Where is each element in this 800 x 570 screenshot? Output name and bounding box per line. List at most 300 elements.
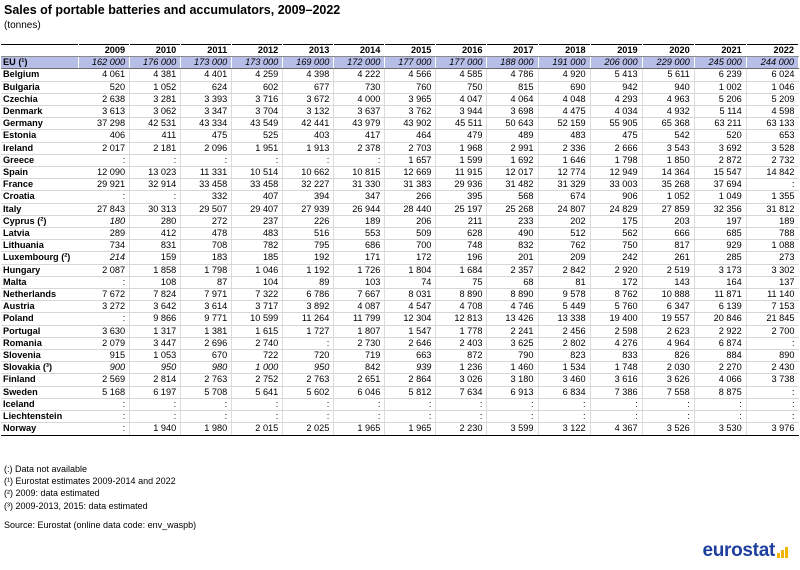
- table-cell: 13 426: [487, 313, 538, 325]
- table-unit: (tonnes): [4, 20, 41, 31]
- table-cell: 172: [590, 276, 642, 288]
- table-cell: 403: [283, 130, 334, 142]
- table-cell: 980: [181, 362, 232, 374]
- table-cell: 1 052: [642, 191, 694, 203]
- table-cell: 6 197: [130, 386, 181, 398]
- table-cell: 2 700: [746, 325, 798, 337]
- table-cell: 24 807: [538, 203, 590, 215]
- table-cell: 52 159: [538, 118, 590, 130]
- table-cell: 872: [436, 350, 487, 362]
- table-cell: :: [130, 191, 181, 203]
- table-cell: 762: [538, 240, 590, 252]
- table-cell: 143: [642, 276, 694, 288]
- table-cell: 1 858: [130, 264, 181, 276]
- table-cell: 29 936: [436, 179, 487, 191]
- table-cell: 4 047: [436, 93, 487, 105]
- table-cell: 2 814: [130, 374, 181, 386]
- table-cell: 5 206: [694, 93, 746, 105]
- table-cell: 8 762: [590, 289, 642, 301]
- table-cell: 2 403: [436, 337, 487, 349]
- table-cell: 10 815: [334, 167, 385, 179]
- row-label: Italy: [1, 203, 79, 215]
- table-cell: 137: [746, 276, 798, 288]
- table-row: [1, 154, 799, 166]
- table-cell: 65 368: [642, 118, 694, 130]
- table-cell: :: [79, 154, 130, 166]
- table-cell: 29 921: [79, 179, 130, 191]
- table-cell: 3 526: [642, 423, 694, 435]
- table-row: [1, 106, 799, 118]
- table-cell: 475: [181, 130, 232, 142]
- table-cell: 3 976: [746, 423, 798, 435]
- table-cell: 2 623: [642, 325, 694, 337]
- table-row: [1, 130, 799, 142]
- table-cell: 1 646: [538, 154, 590, 166]
- table-cell: 11 799: [334, 313, 385, 325]
- table-cell: 5 413: [590, 69, 642, 81]
- logo-text: eurostat: [702, 540, 775, 561]
- table-cell: 1 460: [487, 362, 538, 374]
- table-cell: 478: [181, 228, 232, 240]
- table-cell: 2 922: [694, 325, 746, 337]
- table-cell: :: [334, 398, 385, 410]
- table-cell: 3 716: [232, 93, 283, 105]
- table-cell: :: [746, 386, 798, 398]
- table-cell: 189: [746, 215, 798, 227]
- table-cell: 6 834: [538, 386, 590, 398]
- table-cell: 191 000: [538, 57, 590, 69]
- table-cell: 412: [130, 228, 181, 240]
- eurostat-logo: [702, 540, 788, 562]
- table-cell: 795: [283, 240, 334, 252]
- table-cell: 1 692: [487, 154, 538, 166]
- table-cell: 4 598: [746, 106, 798, 118]
- table-cell: 2 181: [130, 142, 181, 154]
- table-cell: 211: [436, 215, 487, 227]
- table-cell: 1 913: [283, 142, 334, 154]
- table-cell: :: [79, 423, 130, 435]
- table-cell: :: [283, 337, 334, 349]
- table-cell: 2 864: [385, 374, 436, 386]
- table-cell: 2 991: [487, 142, 538, 154]
- table-cell: 31 330: [334, 179, 385, 191]
- table-cell: :: [487, 411, 538, 423]
- table-cell: 3 717: [232, 301, 283, 313]
- row-label: Sweden: [1, 386, 79, 398]
- table-cell: 206: [385, 215, 436, 227]
- table-cell: 4 708: [436, 301, 487, 313]
- table-cell: :: [130, 154, 181, 166]
- table-cell: 7 558: [642, 386, 694, 398]
- table-cell: 1 317: [130, 325, 181, 337]
- table-cell: 3 614: [181, 301, 232, 313]
- table-cell: :: [694, 398, 746, 410]
- table-cell: :: [436, 411, 487, 423]
- table-cell: :: [181, 411, 232, 423]
- table-cell: :: [232, 154, 283, 166]
- table-cell: 289: [79, 228, 130, 240]
- table-cell: 11 871: [694, 289, 746, 301]
- table-cell: 479: [436, 130, 487, 142]
- table-cell: 464: [385, 130, 436, 142]
- table-cell: 285: [694, 252, 746, 264]
- table-cell: 2 336: [538, 142, 590, 154]
- table-cell: 245 000: [694, 57, 746, 69]
- column-header: 2019: [590, 45, 642, 57]
- table-cell: 7 824: [130, 289, 181, 301]
- table-cell: 4 381: [130, 69, 181, 81]
- table-cell: 175: [590, 215, 642, 227]
- table-cell: 2 079: [79, 337, 130, 349]
- table-cell: 201: [487, 252, 538, 264]
- row-label: Estonia: [1, 130, 79, 142]
- table-cell: 1 727: [283, 325, 334, 337]
- table-cell: 890: [746, 350, 798, 362]
- table-row: [1, 240, 799, 252]
- table-cell: 5 602: [283, 386, 334, 398]
- table-cell: 1 748: [590, 362, 642, 374]
- table-cell: 3 944: [436, 106, 487, 118]
- table-row: [1, 411, 799, 423]
- table-cell: 4 087: [334, 301, 385, 313]
- table-cell: 74: [385, 276, 436, 288]
- table-cell: 280: [130, 215, 181, 227]
- table-cell: 7 386: [590, 386, 642, 398]
- table-cell: 3 965: [385, 93, 436, 105]
- table-cell: 50 643: [487, 118, 538, 130]
- table-cell: 1 807: [334, 325, 385, 337]
- table-cell: 1 534: [538, 362, 590, 374]
- table-cell: :: [130, 398, 181, 410]
- table-cell: 229 000: [642, 57, 694, 69]
- table-cell: 68: [487, 276, 538, 288]
- table-cell: 43 979: [334, 118, 385, 130]
- table-cell: 169 000: [283, 57, 334, 69]
- table-cell: 3 692: [694, 142, 746, 154]
- table-cell: 906: [590, 191, 642, 203]
- table-cell: 4 746: [487, 301, 538, 313]
- table-cell: 3 625: [487, 337, 538, 349]
- table-cell: 33 458: [181, 179, 232, 191]
- footnote: (³) 2009-2013, 2015: data estimated: [4, 500, 148, 511]
- table-cell: :: [642, 398, 694, 410]
- table-cell: 4 786: [487, 69, 538, 81]
- table-cell: 43 549: [232, 118, 283, 130]
- table-cell: 13 023: [130, 167, 181, 179]
- row-label: Iceland: [1, 398, 79, 410]
- table-cell: 37 694: [694, 179, 746, 191]
- table-cell: :: [181, 398, 232, 410]
- table-cell: 176 000: [130, 57, 181, 69]
- table-cell: 602: [232, 81, 283, 93]
- table-cell: :: [283, 154, 334, 166]
- row-label: Slovenia: [1, 350, 79, 362]
- table-cell: 2 920: [590, 264, 642, 276]
- table-cell: 5 611: [642, 69, 694, 81]
- table-cell: 720: [283, 350, 334, 362]
- table-cell: 624: [181, 81, 232, 93]
- table-cell: 25 197: [436, 203, 487, 215]
- table-cell: 31 812: [746, 203, 798, 215]
- table-cell: 43 902: [385, 118, 436, 130]
- table-cell: 180: [79, 215, 130, 227]
- table-cell: 542: [642, 130, 694, 142]
- table-cell: 29 407: [232, 203, 283, 215]
- table-cell: 1 798: [590, 154, 642, 166]
- table-cell: 4 920: [538, 69, 590, 81]
- table-cell: 2 456: [538, 325, 590, 337]
- table-cell: 33 003: [590, 179, 642, 191]
- table-cell: 831: [130, 240, 181, 252]
- table-cell: 1 599: [436, 154, 487, 166]
- table-cell: 3 613: [79, 106, 130, 118]
- table-cell: 203: [642, 215, 694, 227]
- table-cell: 11 264: [283, 313, 334, 325]
- table-cell: :: [590, 411, 642, 423]
- header-corner: [1, 45, 79, 57]
- table-cell: 26 944: [334, 203, 385, 215]
- table-cell: 5 168: [79, 386, 130, 398]
- column-header: 2017: [487, 45, 538, 57]
- table-cell: 13 338: [538, 313, 590, 325]
- table-cell: 3 447: [130, 337, 181, 349]
- table-cell: 8 890: [487, 289, 538, 301]
- footnote: (¹) Eurostat estimates 2009-2014 and 2022: [4, 476, 176, 487]
- table-cell: 7 634: [436, 386, 487, 398]
- source-note: Source: Eurostat (online data code: env_waspb): [4, 520, 197, 530]
- column-header: 2020: [642, 45, 694, 57]
- table-cell: 3 173: [694, 264, 746, 276]
- table-cell: 3 272: [79, 301, 130, 313]
- table-cell: 1 940: [130, 423, 181, 435]
- table-cell: 475: [590, 130, 642, 142]
- table-cell: 7 667: [334, 289, 385, 301]
- row-label: Netherlands: [1, 289, 79, 301]
- table-cell: 8 890: [436, 289, 487, 301]
- column-header: 2014: [334, 45, 385, 57]
- table-cell: 189: [334, 215, 385, 227]
- table-cell: :: [385, 411, 436, 423]
- row-label: Greece: [1, 154, 79, 166]
- table-cell: 3 698: [487, 106, 538, 118]
- table-cell: 3 026: [436, 374, 487, 386]
- table-cell: :: [538, 398, 590, 410]
- table-cell: 25 268: [487, 203, 538, 215]
- column-header: 2021: [694, 45, 746, 57]
- table-cell: 20 846: [694, 313, 746, 325]
- table-cell: 1 965: [334, 423, 385, 435]
- table-cell: 183: [181, 252, 232, 264]
- table-cell: 4 963: [642, 93, 694, 105]
- table-cell: 266: [385, 191, 436, 203]
- table-cell: 2 696: [181, 337, 232, 349]
- table-cell: 11 915: [436, 167, 487, 179]
- table-cell: 509: [385, 228, 436, 240]
- table-cell: 42 441: [283, 118, 334, 130]
- table-cell: 4 566: [385, 69, 436, 81]
- table-cell: 832: [487, 240, 538, 252]
- table-cell: 273: [746, 252, 798, 264]
- table-cell: 12 017: [487, 167, 538, 179]
- table-cell: 2 357: [487, 264, 538, 276]
- table-cell: 722: [232, 350, 283, 362]
- table-cell: 3 347: [181, 106, 232, 118]
- table-cell: 3 762: [385, 106, 436, 118]
- table-cell: 171: [334, 252, 385, 264]
- table-cell: 209: [538, 252, 590, 264]
- table-cell: :: [181, 154, 232, 166]
- table-cell: 1 046: [232, 264, 283, 276]
- table-cell: 788: [746, 228, 798, 240]
- table-row: [1, 81, 799, 93]
- table-cell: 2 646: [385, 337, 436, 349]
- table-cell: 233: [487, 215, 538, 227]
- table-cell: 1 965: [385, 423, 436, 435]
- table-cell: :: [334, 154, 385, 166]
- table-cell: 332: [181, 191, 232, 203]
- table-cell: :: [746, 411, 798, 423]
- table-row: [1, 289, 799, 301]
- table-cell: 1 049: [694, 191, 746, 203]
- table-cell: 32 356: [694, 203, 746, 215]
- table-cell: :: [79, 276, 130, 288]
- table-cell: 8 875: [694, 386, 746, 398]
- table-cell: 929: [694, 240, 746, 252]
- table-cell: 188 000: [487, 57, 538, 69]
- table-cell: 1 798: [181, 264, 232, 276]
- table-cell: 3 062: [130, 106, 181, 118]
- table-cell: 177 000: [436, 57, 487, 69]
- table-cell: 1 000: [232, 362, 283, 374]
- table-cell: 3 630: [79, 325, 130, 337]
- table-cell: 15 547: [694, 167, 746, 179]
- table-cell: 1 778: [436, 325, 487, 337]
- table-cell: 6 786: [283, 289, 334, 301]
- table-cell: 7 672: [79, 289, 130, 301]
- row-label: Germany: [1, 118, 79, 130]
- table-cell: 516: [283, 228, 334, 240]
- table-cell: 4 064: [487, 93, 538, 105]
- table-cell: 823: [538, 350, 590, 362]
- table-cell: 750: [590, 240, 642, 252]
- table-cell: 5 449: [538, 301, 590, 313]
- row-label: Croatia: [1, 191, 79, 203]
- table-cell: 411: [130, 130, 181, 142]
- table-cell: 4 276: [590, 337, 642, 349]
- table-cell: 1 547: [385, 325, 436, 337]
- table-cell: 19 557: [642, 313, 694, 325]
- table-cell: 272: [181, 215, 232, 227]
- table-cell: 202: [538, 215, 590, 227]
- table-cell: 12 304: [385, 313, 436, 325]
- table-cell: 2 703: [385, 142, 436, 154]
- table-cell: 10 514: [232, 167, 283, 179]
- table-cell: 2 519: [642, 264, 694, 276]
- table-cell: 42 531: [130, 118, 181, 130]
- table-cell: :: [436, 398, 487, 410]
- table-cell: 734: [79, 240, 130, 252]
- table-cell: 2 430: [746, 362, 798, 374]
- table-cell: 6 046: [334, 386, 385, 398]
- table-cell: 3 642: [130, 301, 181, 313]
- table-cell: 196: [436, 252, 487, 264]
- table-cell: 4 293: [590, 93, 642, 105]
- row-label: Malta: [1, 276, 79, 288]
- table-cell: 790: [487, 350, 538, 362]
- table-cell: 663: [385, 350, 436, 362]
- table-cell: 4 398: [283, 69, 334, 81]
- table-row: [1, 423, 799, 435]
- column-header: 2018: [538, 45, 590, 57]
- table-cell: 490: [487, 228, 538, 240]
- table-cell: 7 153: [746, 301, 798, 313]
- table-cell: 1 980: [181, 423, 232, 435]
- table-cell: 748: [436, 240, 487, 252]
- table-cell: 2 740: [232, 337, 283, 349]
- table-cell: 2 872: [694, 154, 746, 166]
- table-cell: 1 236: [436, 362, 487, 374]
- table-cell: 6 139: [694, 301, 746, 313]
- table-cell: 1 002: [694, 81, 746, 93]
- table-cell: 108: [130, 276, 181, 288]
- table-cell: 5 114: [694, 106, 746, 118]
- table-cell: 3 672: [283, 93, 334, 105]
- table-cell: 950: [283, 362, 334, 374]
- table-cell: 63 211: [694, 118, 746, 130]
- row-label: Liechtenstein: [1, 411, 79, 423]
- table-row: [1, 362, 799, 374]
- table-cell: 4 259: [232, 69, 283, 81]
- table-cell: 1 951: [232, 142, 283, 154]
- table-cell: 3 302: [746, 264, 798, 276]
- table-cell: 950: [130, 362, 181, 374]
- table-cell: 2 752: [232, 374, 283, 386]
- table-cell: 214: [79, 252, 130, 264]
- table-row: [1, 350, 799, 362]
- table-cell: 942: [590, 81, 642, 93]
- table-cell: 9 771: [181, 313, 232, 325]
- table-cell: 159: [130, 252, 181, 264]
- bar-chart-icon: [777, 547, 788, 558]
- table-cell: :: [232, 398, 283, 410]
- column-header: 2009: [79, 45, 130, 57]
- table-cell: :: [590, 398, 642, 410]
- table-cell: 2 015: [232, 423, 283, 435]
- table-cell: 3 616: [590, 374, 642, 386]
- table-cell: 31 482: [487, 179, 538, 191]
- table-cell: 686: [334, 240, 385, 252]
- table-cell: 939: [385, 362, 436, 374]
- table-cell: 782: [232, 240, 283, 252]
- table-cell: 6 874: [694, 337, 746, 349]
- table-cell: 708: [181, 240, 232, 252]
- table-cell: :: [79, 191, 130, 203]
- row-label: Romania: [1, 337, 79, 349]
- table-cell: 3 528: [746, 142, 798, 154]
- table-row: [1, 215, 799, 227]
- table-cell: :: [746, 337, 798, 349]
- table-cell: 525: [232, 130, 283, 142]
- row-label: Portugal: [1, 325, 79, 337]
- table-cell: 2 378: [334, 142, 385, 154]
- footnote: (²) 2009: data estimated: [4, 488, 100, 499]
- table-cell: 6 239: [694, 69, 746, 81]
- table-cell: :: [79, 313, 130, 325]
- table-cell: 1 046: [746, 81, 798, 93]
- table-cell: 1 615: [232, 325, 283, 337]
- table-cell: 206 000: [590, 57, 642, 69]
- table-row: [1, 276, 799, 288]
